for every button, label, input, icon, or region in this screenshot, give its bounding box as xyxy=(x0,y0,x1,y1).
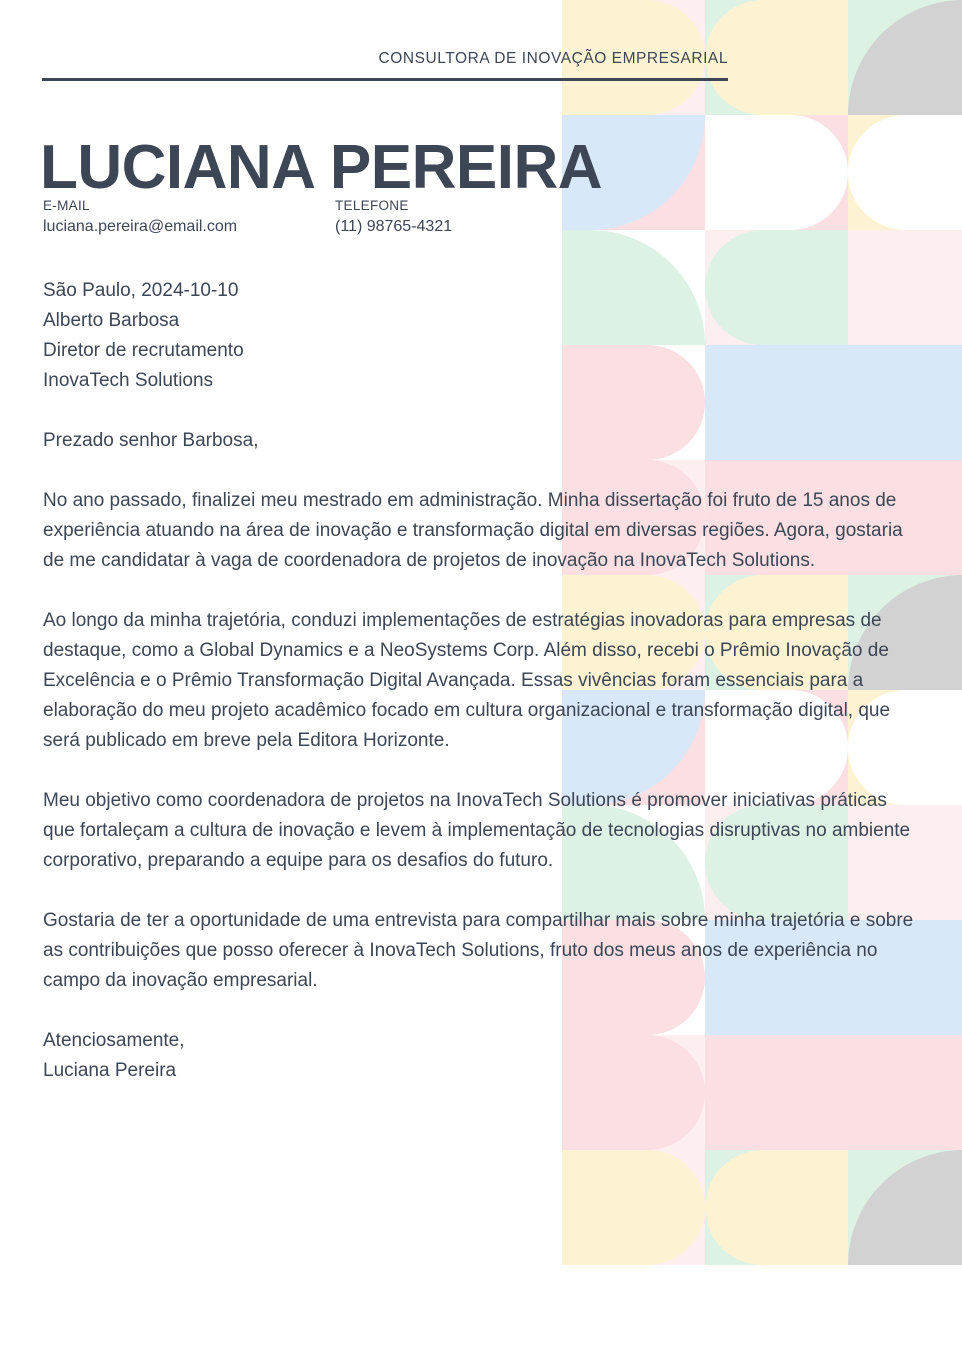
spacer xyxy=(43,576,923,606)
spacer xyxy=(43,876,923,906)
address-line: São Paulo, 2024-10-10 xyxy=(43,280,239,301)
deco-cell xyxy=(848,115,962,230)
deco-shape xyxy=(848,0,962,115)
deco-cell xyxy=(705,1150,848,1265)
contact-email xyxy=(43,198,237,236)
body-paragraph: Ao longo da minha trajetória, conduzi implementações de estratégias inovadoras para empresas de destaque, como a Global Dynamics e a NeoSystems Corp. Além disso, recebi o Prêmio Inovação de Excelência e o Prêmio Transformação Digital Avançada. Essas vivências foram essenciais para a elaboração do meu projeto acadêmico focado em cultura organizacional e transformação digital, que será publicado em breve pela Editora Horizonte. xyxy=(43,610,891,751)
deco-shape xyxy=(705,115,848,230)
recipient-address-block xyxy=(43,276,923,396)
contact-phone-value: (11) 98765-4321 xyxy=(335,218,453,235)
page-tagline: CONSULTORA DE INOVAÇÃO EMPRESARIAL xyxy=(378,50,728,67)
address-line: Diretor de recrutamento xyxy=(43,340,244,361)
body-paragraph: Meu objetivo como coordenadora de projetos na InovaTech Solutions é promover iniciativas práticas que fortaleçam a cultura de inovação e levem à implementação de tecnologias disruptivas no ambiente corporativo, preparando a equipe para os desafios do futuro. xyxy=(43,790,911,871)
contact-phone-label: TELEFONE xyxy=(335,198,409,213)
deco-cell xyxy=(705,115,848,230)
signature-name: Luciana Pereira xyxy=(43,1060,177,1081)
address-line: InovaTech Solutions xyxy=(43,370,214,391)
spacer xyxy=(43,456,923,486)
deco-shape xyxy=(848,115,962,230)
deco-cell xyxy=(848,0,962,115)
body-paragraph: Gostaria de ter a oportunidade de uma entrevista para compartilhar mais sobre minha trajetória e sobre as contribuições que posso oferecer à InovaTech Solutions, fruto dos meus anos de experiência no campo da inovação empresarial. xyxy=(43,910,914,991)
header-divider xyxy=(42,78,728,81)
letter-body xyxy=(43,276,923,1086)
spacer xyxy=(43,396,923,426)
signature-block xyxy=(43,1026,923,1086)
deco-cell xyxy=(562,1150,705,1265)
deco-shape xyxy=(705,1150,848,1265)
contact-phone xyxy=(335,198,452,236)
contact-email-label: E-MAIL xyxy=(43,198,90,213)
deco-shape xyxy=(848,1150,962,1265)
closing-line: Atenciosamente, xyxy=(43,1030,185,1051)
deco-cell xyxy=(848,1150,962,1265)
address-line: Alberto Barbosa xyxy=(43,310,180,331)
spacer xyxy=(43,996,923,1026)
page-title: LUCIANA PEREIRA xyxy=(40,132,603,202)
deco-shape xyxy=(562,1150,705,1265)
spacer xyxy=(43,756,923,786)
contact-email-value: luciana.pereira@email.com xyxy=(43,218,238,235)
body-paragraph: No ano passado, finalizei meu mestrado em administração. Minha dissertação foi fruto de 15 anos de experiência atuando na área de inovação e transformação digital em diversas regiões. Agora, gostaria de me candidatar à vaga de coordenadora de projetos de inovação na InovaTech Solutions. xyxy=(43,490,903,571)
salutation: Prezado senhor Barbosa, xyxy=(43,430,259,451)
